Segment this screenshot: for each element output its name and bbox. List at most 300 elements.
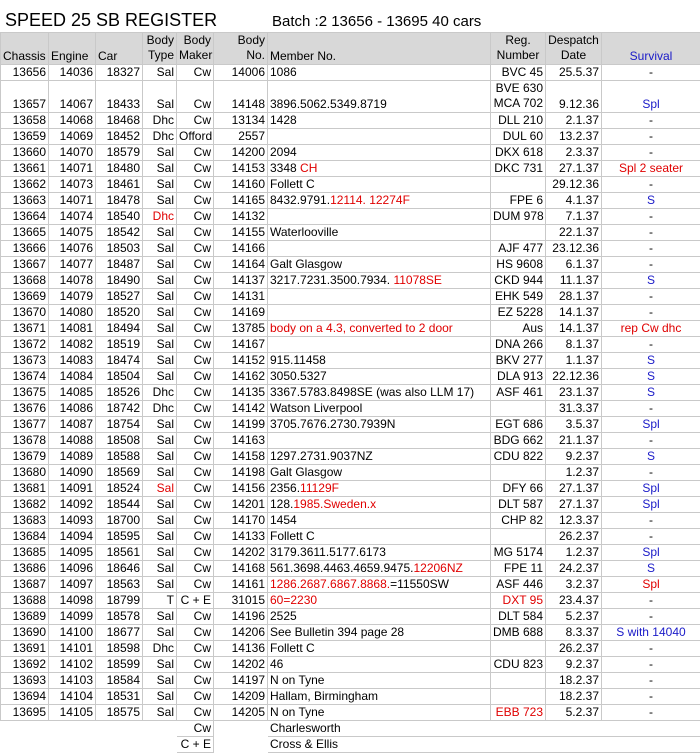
body-maker-cell[interactable]: Cw xyxy=(177,481,214,497)
body-maker-cell[interactable]: Cw xyxy=(177,401,214,417)
survival-cell[interactable]: - xyxy=(602,129,700,145)
member-no-cell[interactable] xyxy=(268,305,491,321)
body-type-cell[interactable]: Sal xyxy=(143,561,177,577)
member-no-cell[interactable] xyxy=(268,689,491,705)
empty-cell[interactable] xyxy=(1,737,49,753)
despatch-date-cell[interactable]: 5.2.37 xyxy=(546,609,602,625)
body-maker-cell[interactable]: Cw xyxy=(177,321,214,337)
body-no-cell[interactable]: 14205 xyxy=(214,705,268,721)
reg-number-cell[interactable] xyxy=(491,81,546,113)
survival-cell[interactable]: - xyxy=(602,145,700,161)
reg-number-cell[interactable]: DNA 266 xyxy=(491,337,546,353)
chassis-cell[interactable]: 13660 xyxy=(1,145,49,161)
body-type-cell[interactable]: Sal xyxy=(143,289,177,305)
body-type-cell[interactable]: Sal xyxy=(143,193,177,209)
body-no-cell[interactable]: 14161 xyxy=(214,577,268,593)
member-no-cell[interactable] xyxy=(268,593,491,609)
member-no-cell[interactable] xyxy=(268,465,491,481)
engine-cell[interactable]: 14096 xyxy=(49,561,96,577)
body-type-cell[interactable]: Sal xyxy=(143,673,177,689)
survival-cell[interactable]: - xyxy=(602,257,700,273)
reg-number-cell[interactable]: BVC 45 xyxy=(491,65,546,81)
member-no-cell[interactable] xyxy=(268,417,491,433)
despatch-date-cell[interactable]: 2.1.37 xyxy=(546,113,602,129)
member-no-cell[interactable] xyxy=(268,513,491,529)
car-cell[interactable]: 18520 xyxy=(96,305,143,321)
body-no-cell[interactable]: 14152 xyxy=(214,353,268,369)
member-no-cell[interactable] xyxy=(268,273,491,289)
reg-number-cell[interactable]: MG 5174 xyxy=(491,545,546,561)
body-type-cell[interactable]: Sal xyxy=(143,353,177,369)
reg-number-cell[interactable] xyxy=(491,689,546,705)
engine-cell[interactable]: 14089 xyxy=(49,449,96,465)
car-cell[interactable]: 18487 xyxy=(96,257,143,273)
body-maker-cell[interactable]: Cw xyxy=(177,673,214,689)
survival-cell[interactable]: - xyxy=(602,177,700,193)
member-no-cell[interactable] xyxy=(268,65,491,81)
despatch-date-cell[interactable]: 27.1.37 xyxy=(546,161,602,177)
car-cell[interactable]: 18588 xyxy=(96,449,143,465)
despatch-date-cell[interactable]: 31.3.37 xyxy=(546,401,602,417)
car-cell[interactable]: 18700 xyxy=(96,513,143,529)
car-cell[interactable]: 18584 xyxy=(96,673,143,689)
survival-cell[interactable]: S with 14040 xyxy=(602,625,700,641)
member-no-cell[interactable] xyxy=(268,241,491,257)
despatch-date-cell[interactable]: 12.3.37 xyxy=(546,513,602,529)
body-no-cell[interactable]: 13785 xyxy=(214,321,268,337)
car-cell[interactable]: 18508 xyxy=(96,433,143,449)
survival-cell[interactable]: Spl 2 seater xyxy=(602,161,700,177)
reg-number-cell[interactable]: DMB 688 xyxy=(491,625,546,641)
survival-cell[interactable]: - xyxy=(602,609,700,625)
col-header-reg-number[interactable]: Reg. Number xyxy=(491,33,546,65)
chassis-cell[interactable]: 13668 xyxy=(1,273,49,289)
chassis-cell[interactable]: 13674 xyxy=(1,369,49,385)
engine-cell[interactable]: 14090 xyxy=(49,465,96,481)
body-no-cell[interactable]: 14167 xyxy=(214,337,268,353)
engine-cell[interactable]: 14084 xyxy=(49,369,96,385)
despatch-date-cell[interactable]: 14.1.37 xyxy=(546,321,602,337)
reg-number-cell[interactable]: CDU 823 xyxy=(491,657,546,673)
despatch-date-cell[interactable]: 8.1.37 xyxy=(546,337,602,353)
chassis-cell[interactable]: 13664 xyxy=(1,209,49,225)
member-no-cell[interactable] xyxy=(268,225,491,241)
car-cell[interactable]: 18490 xyxy=(96,273,143,289)
member-no-cell[interactable] xyxy=(268,209,491,225)
chassis-cell[interactable]: 13671 xyxy=(1,321,49,337)
member-no-cell[interactable] xyxy=(268,705,491,721)
reg-number-cell[interactable] xyxy=(491,641,546,657)
reg-number-cell[interactable]: EHK 549 xyxy=(491,289,546,305)
col-header-chassis[interactable]: Chassis xyxy=(1,33,49,65)
despatch-date-cell[interactable]: 27.1.37 xyxy=(546,497,602,513)
body-no-cell[interactable]: 14153 xyxy=(214,161,268,177)
body-maker-cell[interactable]: Cw xyxy=(177,449,214,465)
car-cell[interactable]: 18578 xyxy=(96,609,143,625)
member-no-cell[interactable] xyxy=(268,577,491,593)
chassis-cell[interactable]: 13675 xyxy=(1,385,49,401)
body-no-cell[interactable]: 14200 xyxy=(214,145,268,161)
car-cell[interactable]: 18524 xyxy=(96,481,143,497)
col-header-survival[interactable]: Survival xyxy=(602,33,700,65)
car-cell[interactable]: 18563 xyxy=(96,577,143,593)
reg-number-cell[interactable]: ASF 446 xyxy=(491,577,546,593)
chassis-cell[interactable]: 13695 xyxy=(1,705,49,721)
body-type-cell[interactable]: Sal xyxy=(143,273,177,289)
body-no-cell[interactable]: 14137 xyxy=(214,273,268,289)
car-cell[interactable]: 18474 xyxy=(96,353,143,369)
engine-cell[interactable]: 14036 xyxy=(49,65,96,81)
car-cell[interactable]: 18327 xyxy=(96,65,143,81)
engine-cell[interactable]: 14082 xyxy=(49,337,96,353)
body-type-cell[interactable]: Sal xyxy=(143,321,177,337)
body-type-cell[interactable]: Dhc xyxy=(143,385,177,401)
car-cell[interactable]: 18494 xyxy=(96,321,143,337)
reg-number-cell[interactable] xyxy=(491,673,546,689)
car-cell[interactable]: 18519 xyxy=(96,337,143,353)
body-no-cell[interactable]: 14168 xyxy=(214,561,268,577)
body-type-cell[interactable]: Sal xyxy=(143,545,177,561)
chassis-cell[interactable]: 13684 xyxy=(1,529,49,545)
body-type-cell[interactable]: Sal xyxy=(143,577,177,593)
body-type-cell[interactable]: Sal xyxy=(143,625,177,641)
legend-name-cell[interactable]: Cross & Ellis xyxy=(268,737,700,753)
despatch-date-cell[interactable]: 1.1.37 xyxy=(546,353,602,369)
body-type-cell[interactable]: Sal xyxy=(143,145,177,161)
survival-cell[interactable]: - xyxy=(602,529,700,545)
body-no-cell[interactable]: 14133 xyxy=(214,529,268,545)
member-no-cell[interactable] xyxy=(268,609,491,625)
body-maker-cell[interactable]: Cw xyxy=(177,417,214,433)
survival-cell[interactable]: S xyxy=(602,561,700,577)
body-type-cell[interactable]: Sal xyxy=(143,241,177,257)
body-no-cell[interactable]: 14142 xyxy=(214,401,268,417)
body-type-cell[interactable]: Sal xyxy=(143,161,177,177)
engine-cell[interactable]: 14069 xyxy=(49,129,96,145)
chassis-cell[interactable]: 13688 xyxy=(1,593,49,609)
chassis-cell[interactable]: 13694 xyxy=(1,689,49,705)
car-cell[interactable]: 18544 xyxy=(96,497,143,513)
body-type-cell[interactable]: Sal xyxy=(143,657,177,673)
despatch-date-cell[interactable]: 24.2.37 xyxy=(546,561,602,577)
body-no-cell[interactable]: 14199 xyxy=(214,417,268,433)
reg-number-cell[interactable] xyxy=(491,401,546,417)
chassis-cell[interactable]: 13689 xyxy=(1,609,49,625)
engine-cell[interactable]: 14102 xyxy=(49,657,96,673)
body-no-cell[interactable]: 2557 xyxy=(214,129,268,145)
survival-cell[interactable]: - xyxy=(602,337,700,353)
member-no-cell[interactable] xyxy=(268,129,491,145)
despatch-date-cell[interactable]: 9.2.37 xyxy=(546,449,602,465)
body-type-cell[interactable]: Dhc xyxy=(143,113,177,129)
despatch-date-cell[interactable]: 23.4.37 xyxy=(546,593,602,609)
body-no-cell[interactable]: 14158 xyxy=(214,449,268,465)
body-no-cell[interactable]: 14202 xyxy=(214,657,268,673)
body-no-cell[interactable]: 14164 xyxy=(214,257,268,273)
despatch-date-cell[interactable]: 1.2.37 xyxy=(546,545,602,561)
survival-cell[interactable]: Spl xyxy=(602,577,700,593)
engine-cell[interactable]: 14097 xyxy=(49,577,96,593)
chassis-cell[interactable]: 13679 xyxy=(1,449,49,465)
body-type-cell[interactable]: Sal xyxy=(143,337,177,353)
body-no-cell[interactable]: 14166 xyxy=(214,241,268,257)
member-no-cell[interactable] xyxy=(268,657,491,673)
engine-cell[interactable]: 14094 xyxy=(49,529,96,545)
chassis-cell[interactable]: 13693 xyxy=(1,673,49,689)
chassis-cell[interactable]: 13669 xyxy=(1,289,49,305)
body-no-cell[interactable]: 31015 xyxy=(214,593,268,609)
body-maker-cell[interactable]: Cw xyxy=(177,241,214,257)
despatch-date-cell[interactable]: 5.2.37 xyxy=(546,705,602,721)
member-no-cell[interactable] xyxy=(268,81,491,113)
despatch-date-cell[interactable]: 21.1.37 xyxy=(546,433,602,449)
body-maker-cell[interactable]: Cw xyxy=(177,257,214,273)
legend-name-cell[interactable]: Charlesworth xyxy=(268,721,700,737)
body-no-cell[interactable]: 14198 xyxy=(214,465,268,481)
empty-cell[interactable] xyxy=(96,737,143,753)
chassis-cell[interactable]: 13666 xyxy=(1,241,49,257)
col-header-despatch-date[interactable]: Despatch Date xyxy=(546,33,602,65)
engine-cell[interactable]: 14099 xyxy=(49,609,96,625)
reg-number-cell[interactable]: CHP 82 xyxy=(491,513,546,529)
member-no-cell[interactable] xyxy=(268,353,491,369)
survival-cell[interactable]: S xyxy=(602,385,700,401)
despatch-date-cell[interactable]: 11.1.37 xyxy=(546,273,602,289)
member-no-cell[interactable] xyxy=(268,257,491,273)
body-no-cell[interactable]: 14162 xyxy=(214,369,268,385)
engine-cell[interactable]: 14095 xyxy=(49,545,96,561)
survival-cell[interactable]: S xyxy=(602,273,700,289)
car-cell[interactable]: 18468 xyxy=(96,113,143,129)
body-type-cell[interactable]: Sal xyxy=(143,705,177,721)
reg-number-cell[interactable]: DLA 913 xyxy=(491,369,546,385)
body-type-cell[interactable]: Sal xyxy=(143,465,177,481)
body-maker-cell[interactable]: Cw xyxy=(177,705,214,721)
member-no-cell[interactable] xyxy=(268,401,491,417)
reg-number-cell[interactable]: HS 9608 xyxy=(491,257,546,273)
reg-number-cell[interactable]: AJF 477 xyxy=(491,241,546,257)
despatch-date-cell[interactable]: 2.3.37 xyxy=(546,145,602,161)
car-cell[interactable]: 18742 xyxy=(96,401,143,417)
col-header-body-maker[interactable]: Body Maker xyxy=(177,33,214,65)
empty-cell[interactable] xyxy=(143,721,177,737)
despatch-date-cell[interactable]: 26.2.37 xyxy=(546,529,602,545)
body-type-cell[interactable]: Sal xyxy=(143,689,177,705)
car-cell[interactable]: 18461 xyxy=(96,177,143,193)
car-cell[interactable]: 18542 xyxy=(96,225,143,241)
chassis-cell[interactable]: 13692 xyxy=(1,657,49,673)
car-cell[interactable]: 18754 xyxy=(96,417,143,433)
body-type-cell[interactable]: Dhc xyxy=(143,401,177,417)
body-type-cell[interactable]: Sal xyxy=(143,417,177,433)
reg-number-cell[interactable]: CDU 822 xyxy=(491,449,546,465)
body-no-cell[interactable]: 14131 xyxy=(214,289,268,305)
reg-number-cell[interactable] xyxy=(491,529,546,545)
col-header-engine[interactable]: Engine xyxy=(49,33,96,65)
car-cell[interactable]: 18575 xyxy=(96,705,143,721)
body-no-cell[interactable]: 14006 xyxy=(214,65,268,81)
reg-number-cell[interactable]: DLT 587 xyxy=(491,497,546,513)
reg-number-cell[interactable]: EBB 723 xyxy=(491,705,546,721)
chassis-cell[interactable]: 13690 xyxy=(1,625,49,641)
body-no-cell[interactable]: 14156 xyxy=(214,481,268,497)
despatch-date-cell[interactable]: 14.1.37 xyxy=(546,305,602,321)
reg-number-cell[interactable]: DKC 731 xyxy=(491,161,546,177)
despatch-date-cell[interactable]: 25.5.37 xyxy=(546,65,602,81)
car-cell[interactable]: 18531 xyxy=(96,689,143,705)
engine-cell[interactable]: 14093 xyxy=(49,513,96,529)
body-maker-cell[interactable]: Cw xyxy=(177,337,214,353)
reg-number-cell[interactable]: ASF 461 xyxy=(491,385,546,401)
reg-number-cell[interactable]: BDG 662 xyxy=(491,433,546,449)
survival-cell[interactable]: - xyxy=(602,673,700,689)
despatch-date-cell[interactable]: 6.1.37 xyxy=(546,257,602,273)
engine-cell[interactable]: 14071 xyxy=(49,161,96,177)
despatch-date-cell[interactable]: 9.2.37 xyxy=(546,657,602,673)
car-cell[interactable]: 18504 xyxy=(96,369,143,385)
engine-cell[interactable]: 14068 xyxy=(49,113,96,129)
car-cell[interactable]: 18527 xyxy=(96,289,143,305)
body-type-cell[interactable]: Sal xyxy=(143,81,177,113)
body-maker-cell[interactable]: Cw xyxy=(177,657,214,673)
body-maker-cell[interactable]: C + E xyxy=(177,593,214,609)
engine-cell[interactable]: 14100 xyxy=(49,625,96,641)
car-cell[interactable]: 18540 xyxy=(96,209,143,225)
despatch-date-cell[interactable]: 23.12.36 xyxy=(546,241,602,257)
chassis-cell[interactable]: 13663 xyxy=(1,193,49,209)
body-type-cell[interactable]: Sal xyxy=(143,609,177,625)
empty-cell[interactable] xyxy=(214,721,268,737)
member-no-cell[interactable] xyxy=(268,449,491,465)
chassis-cell[interactable]: 13670 xyxy=(1,305,49,321)
reg-number-cell[interactable]: DUL 60 xyxy=(491,129,546,145)
engine-cell[interactable]: 14104 xyxy=(49,689,96,705)
car-cell[interactable]: 18599 xyxy=(96,657,143,673)
body-maker-cell[interactable]: Cw xyxy=(177,529,214,545)
engine-cell[interactable]: 14080 xyxy=(49,305,96,321)
survival-cell[interactable]: - xyxy=(602,689,700,705)
body-no-cell[interactable]: 14202 xyxy=(214,545,268,561)
reg-number-cell[interactable]: DLT 584 xyxy=(491,609,546,625)
engine-cell[interactable]: 14081 xyxy=(49,321,96,337)
reg-number-cell[interactable]: EGT 686 xyxy=(491,417,546,433)
reg-number-cell[interactable]: CKD 944 xyxy=(491,273,546,289)
chassis-cell[interactable]: 13658 xyxy=(1,113,49,129)
body-maker-cell[interactable]: Cw xyxy=(177,177,214,193)
body-type-cell[interactable]: Sal xyxy=(143,481,177,497)
engine-cell[interactable]: 14103 xyxy=(49,673,96,689)
reg-number-cell[interactable]: DXT 95 xyxy=(491,593,546,609)
car-cell[interactable]: 18478 xyxy=(96,193,143,209)
body-type-cell[interactable]: T xyxy=(143,593,177,609)
body-type-cell[interactable]: Sal xyxy=(143,497,177,513)
body-maker-cell[interactable]: Cw xyxy=(177,689,214,705)
body-maker-cell[interactable]: Offord xyxy=(177,129,214,145)
legend-maker-cell[interactable]: C + E xyxy=(177,737,214,753)
reg-number-cell[interactable]: FPE 6 xyxy=(491,193,546,209)
survival-cell[interactable]: - xyxy=(602,513,700,529)
body-maker-cell[interactable]: Cw xyxy=(177,65,214,81)
body-maker-cell[interactable]: Cw xyxy=(177,193,214,209)
col-header-body-type[interactable]: Body Type xyxy=(143,33,177,65)
body-maker-cell[interactable]: Cw xyxy=(177,81,214,113)
col-header-body-no[interactable]: Body No. xyxy=(214,33,268,65)
survival-cell[interactable]: rep Cw dhc xyxy=(602,321,700,337)
engine-cell[interactable]: 14079 xyxy=(49,289,96,305)
survival-cell[interactable]: - xyxy=(602,705,700,721)
chassis-cell[interactable]: 13662 xyxy=(1,177,49,193)
member-no-cell[interactable] xyxy=(268,289,491,305)
body-maker-cell[interactable]: Cw xyxy=(177,209,214,225)
body-maker-cell[interactable]: Cw xyxy=(177,625,214,641)
car-cell[interactable]: 18433 xyxy=(96,81,143,113)
body-type-cell[interactable]: Sal xyxy=(143,433,177,449)
survival-cell[interactable]: Spl xyxy=(602,545,700,561)
body-maker-cell[interactable]: Cw xyxy=(177,465,214,481)
body-type-cell[interactable]: Dhc xyxy=(143,129,177,145)
engine-cell[interactable]: 14105 xyxy=(49,705,96,721)
survival-cell[interactable]: - xyxy=(602,113,700,129)
chassis-cell[interactable]: 13683 xyxy=(1,513,49,529)
car-cell[interactable]: 18598 xyxy=(96,641,143,657)
engine-cell[interactable]: 14075 xyxy=(49,225,96,241)
survival-cell[interactable]: S xyxy=(602,193,700,209)
engine-cell[interactable]: 14067 xyxy=(49,81,96,113)
car-cell[interactable]: 18526 xyxy=(96,385,143,401)
despatch-date-cell[interactable]: 23.1.37 xyxy=(546,385,602,401)
despatch-date-cell[interactable]: 22.1.37 xyxy=(546,225,602,241)
member-no-cell[interactable] xyxy=(268,529,491,545)
body-maker-cell[interactable]: Cw xyxy=(177,113,214,129)
member-no-cell[interactable] xyxy=(268,113,491,129)
member-no-cell[interactable] xyxy=(268,385,491,401)
car-cell[interactable]: 18677 xyxy=(96,625,143,641)
body-no-cell[interactable]: 14163 xyxy=(214,433,268,449)
engine-cell[interactable]: 14073 xyxy=(49,177,96,193)
body-maker-cell[interactable]: Cw xyxy=(177,369,214,385)
car-cell[interactable]: 18646 xyxy=(96,561,143,577)
car-cell[interactable]: 18480 xyxy=(96,161,143,177)
body-maker-cell[interactable]: Cw xyxy=(177,353,214,369)
despatch-date-cell[interactable]: 4.1.37 xyxy=(546,193,602,209)
body-maker-cell[interactable]: Cw xyxy=(177,513,214,529)
body-no-cell[interactable]: 14160 xyxy=(214,177,268,193)
chassis-cell[interactable]: 13665 xyxy=(1,225,49,241)
car-cell[interactable]: 18579 xyxy=(96,145,143,161)
body-maker-cell[interactable]: Cw xyxy=(177,225,214,241)
legend-maker-cell[interactable]: Cw xyxy=(177,721,214,737)
despatch-date-cell[interactable]: 3.2.37 xyxy=(546,577,602,593)
reg-number-cell[interactable] xyxy=(491,465,546,481)
chassis-cell[interactable]: 13667 xyxy=(1,257,49,273)
body-type-cell[interactable]: Sal xyxy=(143,257,177,273)
survival-cell[interactable]: - xyxy=(602,401,700,417)
despatch-date-cell[interactable]: 27.1.37 xyxy=(546,481,602,497)
reg-number-cell[interactable]: DLL 210 xyxy=(491,113,546,129)
body-no-cell[interactable]: 14135 xyxy=(214,385,268,401)
empty-cell[interactable] xyxy=(96,721,143,737)
empty-cell[interactable] xyxy=(214,737,268,753)
body-type-cell[interactable]: Sal xyxy=(143,513,177,529)
body-type-cell[interactable]: Sal xyxy=(143,177,177,193)
chassis-cell[interactable]: 13678 xyxy=(1,433,49,449)
body-no-cell[interactable]: 14209 xyxy=(214,689,268,705)
chassis-cell[interactable]: 13656 xyxy=(1,65,49,81)
chassis-cell[interactable]: 13659 xyxy=(1,129,49,145)
despatch-date-cell[interactable]: 28.1.37 xyxy=(546,289,602,305)
body-type-cell[interactable]: Sal xyxy=(143,369,177,385)
engine-cell[interactable]: 14098 xyxy=(49,593,96,609)
